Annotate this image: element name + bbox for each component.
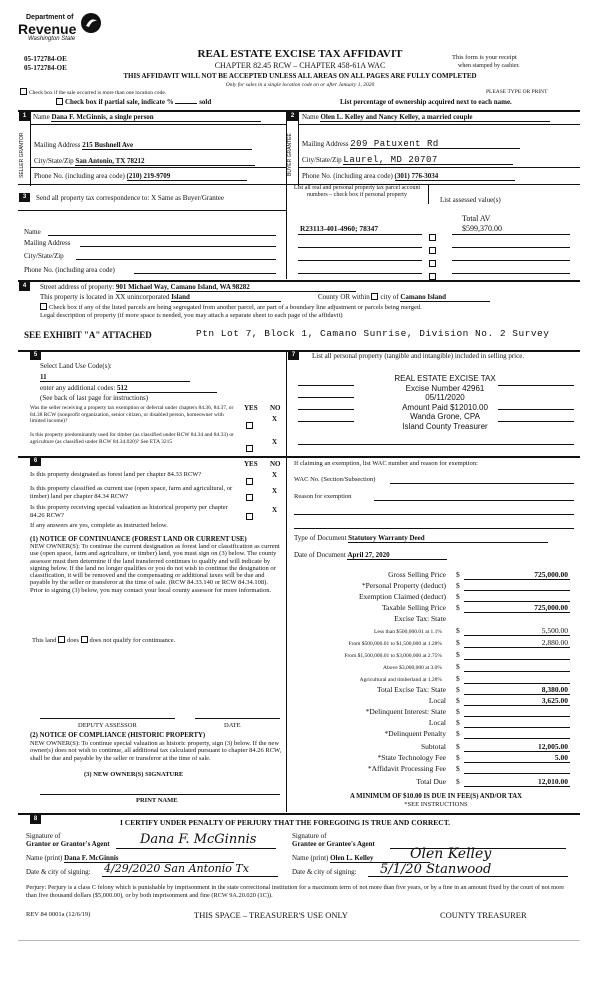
city-of-label: city of	[380, 293, 399, 301]
city-row	[318, 293, 490, 302]
seller-address-field[interactable]: 215 Bushnell Ave	[82, 141, 252, 150]
r2-dollar-2: $	[456, 696, 460, 705]
total-av-label: Total AV	[462, 214, 491, 223]
buyer-name-field[interactable]: Olen L. Kelley and Nancy Kelley, a married couple	[320, 113, 550, 122]
dollar-2: $	[456, 581, 460, 590]
dor-swirl-icon	[80, 12, 102, 34]
grantee-sig-label-1: Signature of	[292, 832, 327, 840]
correspondence-text: Send all property tax correspondence to: X Same as Buyer/Grantee	[36, 194, 224, 202]
total-due-label: Total Due	[416, 777, 446, 786]
doc-type-label: Type of Document	[294, 534, 347, 542]
seller-side-label: SELLER GRANTOR	[19, 132, 25, 178]
section-6-badge: 6	[30, 457, 41, 466]
stamp-line-2: Excise Number 42961	[405, 383, 485, 393]
certify-text: I CERTIFY UNDER PENALTY OF PERJURY THAT THE FOREGOING IS TRUE AND CORRECT.	[120, 818, 451, 827]
additional-codes-label: enter any additional codes:	[40, 384, 116, 392]
personal-property-text: List all personal property (tangible and intangible) included in selling price.	[312, 352, 525, 360]
notice2-title: (2) NOTICE OF COMPLIANCE (HISTORIC PROPERTY)	[30, 732, 206, 739]
buyer-city-label: City/State/Zip	[302, 156, 342, 164]
sold-label: sold	[199, 98, 212, 106]
does-checkbox[interactable]	[58, 636, 65, 643]
doc-type-row	[294, 534, 548, 543]
buyer-phone-row	[302, 172, 515, 181]
county-treasurer: COUNTY TREASURER	[440, 910, 527, 920]
receipt-note-2: when stamped by cashier.	[458, 63, 520, 69]
bracket-dollar-4: $	[456, 662, 460, 671]
street-field[interactable]: 901 Michael Way, Camano Island, WA 98282	[116, 283, 356, 292]
bracket-dollar-5: $	[456, 674, 460, 683]
bracket-label-2: From $500,000.01 to $1,500,000 at 1.28%	[348, 641, 442, 647]
total-excise-label: Total Excise Tax: State	[376, 685, 446, 694]
buyer-phone-field[interactable]: (301) 776-3034	[395, 172, 515, 181]
tech-fee-value[interactable]: 5.00	[554, 753, 568, 762]
grantor-sig-label-1: Signature of	[26, 832, 61, 840]
form-title: REAL ESTATE EXCISE TAX AFFIDAVIT	[197, 48, 403, 60]
section-7-badge: 7	[288, 351, 299, 360]
dollar-4: $	[456, 603, 460, 612]
land-use-q1: Was the seller receiving a property tax exemption or deferral under chapters 84.36, 84.37, or 84.38 RCW (nonprofit organization, senior citizen, or disabled person, homeowner with limited income)?	[30, 405, 234, 424]
legal-desc-label: Legal description of property (if more space is needed, you may attach a separate sheet to each page of the affidavit)	[40, 312, 343, 319]
only-for-note: Only for sales in a single location code on or after January 1, 2020	[225, 82, 375, 88]
bracket-dollar-2: $	[456, 638, 460, 647]
if-yes-note: If any answers are yes, complete as instructed below.	[30, 522, 168, 529]
does-not-checkbox[interactable]	[81, 636, 88, 643]
buyer-side-label: BUYER GRANTEE	[287, 133, 293, 177]
grantee-name-label: Name (print)	[292, 854, 329, 862]
multi-location-check[interactable]	[20, 88, 166, 97]
segregation-checkbox[interactable]	[40, 303, 47, 310]
bracket-label-4: Above $3,000,000 at 3.0%	[383, 665, 442, 671]
seller-address-label: Mailing Address	[34, 141, 81, 149]
delinq-local-label: Local	[428, 718, 446, 727]
land-use-label: Select Land Use Code(s):	[40, 362, 112, 370]
seller-city-row	[34, 157, 255, 166]
tech-fee-label: *State Technology Fee	[377, 753, 446, 762]
seller-city-field[interactable]: San Antonio, TX 78212	[75, 157, 255, 166]
perjury-statement: Perjury: Perjury is a class C felony which is punishable by imprisonment in the state correctional institution for a maximum term of not more than five years, or by a fine in an amount fixed by the court of not more than five thousand dollars ($5,000.00), or by both imprisonment and fine (RCW 9A.20.020 (1C)).	[26, 884, 565, 899]
date-label: DATE	[224, 722, 241, 729]
buyer-city-row	[302, 156, 513, 165]
delinq-interest-label: *Delinquent Interest: State	[365, 707, 446, 716]
within-city-checkbox[interactable]	[371, 293, 378, 300]
buyer-name-label: Name	[302, 113, 319, 121]
grantor-signature[interactable]: Dana F. McGinnis	[140, 832, 257, 847]
r2-dollar-7: $	[456, 753, 460, 762]
reason-label: Reason for exemption	[294, 493, 352, 500]
treasurer-stamp	[350, 374, 540, 431]
s6-q3-yes-checkbox[interactable]	[246, 506, 255, 524]
r2-dollar-3: $	[456, 707, 460, 716]
section6-q1: Is this property designated as forest land per chapter 84.33 RCW?	[30, 471, 202, 478]
tax-value-gross[interactable]: 725,000.00	[534, 570, 568, 579]
total-excise-value[interactable]: 8,380.00	[541, 685, 568, 694]
grantor-date-field[interactable]: 4/29/2020 San Antonio Tx	[104, 862, 249, 875]
print-name-label: PRINT NAME	[136, 797, 178, 804]
section-2-badge: 2	[287, 112, 298, 121]
buyer-address-label: Mailing Address	[302, 140, 349, 148]
additional-codes-row	[40, 384, 217, 393]
continuance-row	[32, 636, 175, 645]
notice2-body: NEW OWNER(S): To continue special valuation as historic property, sign (3) below. If the new owner(s) does not wish to continue, all additional tax calculated pursuant to chapter 84.26 RCW, shall be due and payable by the seller or transferor at the time of sale.	[30, 740, 282, 762]
grantor-date-row	[26, 868, 91, 876]
section-8-badge: 8	[30, 815, 41, 824]
stamp-line-4: Amount Paid $12010.00	[402, 402, 488, 412]
grantor-name-label: Name (print)	[26, 854, 63, 862]
grantee-date-label: Date & city of signing:	[292, 868, 357, 876]
bracket-value-2[interactable]: 2,880.00	[541, 638, 568, 647]
s6-q2-yes-checkbox[interactable]	[246, 487, 255, 505]
tax-label-gross: Gross Selling Price	[388, 570, 446, 579]
county-or-label: County OR within	[318, 293, 370, 301]
form-subtitle: CHAPTER 82.45 RCW – CHAPTER 458-61A WAC	[214, 61, 386, 70]
this-land-label: This land	[32, 637, 57, 644]
doc-date-row	[294, 551, 447, 560]
located-row	[40, 293, 281, 302]
tax-label-taxable: Taxable Selling Price	[381, 603, 446, 612]
subtotal-value[interactable]: 12,005.00	[538, 742, 568, 751]
grantee-date-row	[292, 868, 357, 876]
bracket-label-3: From $1,500,000.01 to $3,000,000 at 2.75%	[344, 653, 442, 659]
yes-header-6: YES	[244, 460, 258, 468]
multi-location-label: Check box if the sale occurred is more than one location code.	[29, 90, 167, 96]
section-4-badge: 4	[19, 282, 30, 291]
no-header-5: NO	[270, 404, 281, 412]
partial-sale-check[interactable]	[56, 98, 211, 106]
correspondence-address-label: Mailing Address	[24, 239, 71, 247]
q2-no-mark[interactable]: X	[272, 438, 278, 446]
see-back-note: (See back of last page for instructions)	[40, 394, 149, 402]
street-label: Street address of property:	[40, 283, 115, 291]
local-value[interactable]: 3,625.00	[541, 696, 568, 705]
grantor-name-field[interactable]: Dana F. McGinnis	[64, 854, 234, 863]
logo-line3: Washington State	[28, 36, 76, 42]
ownership-note: List percentage of ownership acquired next to each name.	[340, 98, 512, 106]
rev-number: REV 84 0001a (12/6/19)	[26, 911, 91, 918]
grantor-sig-label-2: Grantor or Grantor's Agent	[26, 840, 110, 848]
dollar-3: $	[456, 592, 460, 601]
subtotal-label: Subtotal	[420, 742, 446, 751]
doc-type-field[interactable]: Statutory Warranty Deed	[348, 534, 548, 543]
s6-q1-no-mark[interactable]: X	[272, 471, 278, 479]
r2-dollar-9: $	[456, 777, 460, 786]
deputy-assessor-label: DEPUTY ASSESSOR	[78, 722, 137, 729]
parcel-list-header: List all real and personal property tax parcel account numbers – check box if personal property	[293, 185, 421, 198]
exhibit-text: SEE EXHIBIT "A" ATTACHED	[24, 330, 152, 340]
grantee-date-field[interactable]: 5/1/20 Stanwood	[380, 862, 492, 877]
tax-value-taxable[interactable]: 725,000.00	[534, 603, 568, 612]
see-instructions: *SEE INSTRUCTIONS	[404, 801, 468, 808]
delinq-penalty-label: *Delinquent Penalty	[384, 729, 446, 738]
stamp-line-1: REAL ESTATE EXCISE TAX	[394, 374, 496, 383]
q1-no-mark[interactable]: X	[272, 415, 278, 423]
city-field[interactable]: Camano Island	[400, 293, 490, 302]
total-due-value[interactable]: 12,010.00	[538, 777, 568, 786]
receipt-note-1: This form is your receipt	[452, 54, 517, 61]
multi-location-checkbox[interactable]	[20, 88, 27, 95]
located-label: This property is located in XX unincorporated	[40, 293, 170, 301]
partial-sale-checkbox[interactable]	[56, 98, 63, 105]
doc-date-label: Date of Document	[294, 551, 346, 559]
section-5-badge: 5	[30, 351, 41, 360]
parcel-number[interactable]: R23113-401-4960; 78347	[300, 224, 379, 233]
r2-dollar-4: $	[456, 718, 460, 727]
additional-codes-field[interactable]: 512	[117, 384, 217, 393]
yes-header-5: YES	[244, 404, 258, 412]
minimum-note: A MINIMUM OF $10.00 IS DUE IN FEE(S) AND/OR TAX	[349, 793, 523, 800]
s6-q2-no-mark[interactable]: X	[272, 487, 278, 495]
stamp-line-5: Wanda Grone, CPA	[410, 412, 480, 421]
exemption-label: If claiming an exemption, list WAC number and reason for exemption:	[294, 460, 478, 467]
stamp-line-6: Island County Treasurer	[402, 421, 488, 431]
stamp-line-3: 05/11/2020	[425, 393, 465, 402]
grantor-date-label: Date & city of signing:	[26, 868, 91, 876]
new-owner-signature-label: (3) NEW OWNER(S) SIGNATURE	[84, 771, 184, 778]
seller-phone-row	[34, 172, 247, 181]
s6-q3-no-mark[interactable]: X	[272, 506, 278, 514]
seller-city-label: City/State/Zip	[34, 157, 74, 165]
assessed-header: List assessed value(s)	[440, 196, 501, 204]
section6-q3: Is this property receiving special valuation as historical property per chapter 84.26 RCW?	[30, 504, 228, 519]
buyer-name-row	[302, 113, 550, 122]
correspondence-phone-label: Phone No. (including area code)	[24, 266, 115, 274]
section6-q2: Is this property classified as current use (open space, farm and agricultural, or timber) land per chapter 84.34 RCW?	[30, 485, 233, 500]
tax-label-excise-state: Excise Tax: State	[394, 614, 446, 623]
county-field[interactable]: Island	[171, 293, 281, 302]
bracket-dollar-1: $	[456, 626, 460, 635]
section-1-badge: 1	[19, 112, 30, 121]
partial-percent-field[interactable]	[175, 103, 197, 104]
tax-label-personal: *Personal Property (deduct)	[361, 581, 446, 590]
does-label: does	[67, 637, 79, 644]
correspondence-name-label: Name	[24, 228, 41, 236]
form-code-1: 05-172784-OE	[24, 55, 67, 63]
wac-label: WAC No. (Section/Subsection)	[294, 476, 376, 483]
bracket-dollar-3: $	[456, 650, 460, 659]
grantee-sig-label-2: Grantee or Grantee's Agent	[292, 840, 375, 848]
r2-dollar-8: $	[456, 764, 460, 773]
grantee-signature[interactable]: Olen Kelley	[410, 846, 492, 862]
r2-dollar-1: $	[456, 685, 460, 694]
buyer-address-field[interactable]: 209 Patuxent Rd	[350, 140, 520, 149]
seller-name-label: Name	[33, 113, 50, 121]
bracket-label-1: Less than $500,000.01 at 1.1%	[374, 629, 442, 635]
dor-logo	[18, 12, 104, 48]
buyer-phone-label: Phone No. (including area code)	[302, 172, 393, 180]
segregation-label: Check box if any of the listed parcels are being segregated from another parcel, are part of a boundary line adjustment or parcels being merged.	[49, 304, 422, 311]
treasurer-space: THIS SPACE – TREASURER'S USE ONLY	[194, 910, 348, 920]
print-note: PLEASE TYPE OR PRINT	[486, 89, 548, 95]
bracket-label-5: Agricultural and timberland at 1.28%	[359, 677, 442, 683]
street-row	[40, 283, 356, 292]
parcel-segregation-row[interactable]	[40, 303, 422, 312]
doc-date-field[interactable]: April 27, 2020	[347, 551, 447, 560]
seller-phone-label: Phone No. (including area code)	[34, 172, 125, 180]
seller-phone-field[interactable]: (210) 219-9709	[127, 172, 247, 181]
section-3-badge: 3	[19, 193, 30, 202]
local-label: Local	[428, 696, 446, 705]
notice1-body: NEW OWNER(S): To continue the current designation as forest land or classification as current use (open space, farm and agriculture, or timber) land, you must sign on (3) below. The county assessor must then determine if the land transferred continues to qualify and will indicate by signing below. If the land no longer qualifies or you do not wish to continue the designation or classification, it will be removed and the compensating or additional taxes will be due and payable by the seller or transferor at the time of sale. (RCW 84.33.140 or RCW 84.34.108). Prior to signing (3) below, you may contact your local county assessor for more information.	[30, 543, 280, 594]
does-not-label: does not qualify for continuance.	[89, 637, 176, 644]
partial-sale-label: Check box if partial sale, indicate %	[65, 98, 174, 106]
assessed-value[interactable]: $599,370.00	[462, 224, 502, 233]
affidavit-fee-label: *Affidavit Processing Fee	[367, 764, 446, 773]
warning-line: THIS AFFIDAVIT WILL NOT BE ACCEPTED UNLESS ALL AREAS ON ALL PAGES ARE FULLY COMPLETED	[123, 72, 477, 80]
dollar-1: $	[456, 570, 460, 579]
r2-dollar-6: $	[456, 742, 460, 751]
land-use-code[interactable]: 11	[40, 373, 47, 381]
legal-description[interactable]: Ptn Lot 7, Block 1, Camano Sunrise, Division No. 2 Survey	[196, 328, 550, 339]
seller-name-row	[33, 113, 261, 122]
tax-label-exemption: Exemption Claimed (deduct)	[358, 592, 446, 601]
r2-dollar-5: $	[456, 729, 460, 738]
form-code-2: 05-172784-OE	[24, 64, 67, 72]
no-header-6: NO	[270, 460, 281, 468]
logo-line2: Revenue	[18, 21, 77, 37]
land-use-q2: Is this property predominantly used for timber (as classified under RCW 84.34 and 84.33) or agriculture (as classified under RCW 84.34.020)? See ETA 3215	[30, 432, 234, 445]
correspondence-city-label: City/State/Zip	[24, 252, 64, 260]
q1-yes-checkbox[interactable]	[246, 415, 255, 433]
notice1-title: (1) NOTICE OF CONTINUANCE (FOREST LAND OR CURRENT USE)	[30, 536, 247, 543]
bracket-value-1[interactable]: 5,500.00	[541, 626, 568, 635]
logo-line1: Department of	[26, 14, 74, 21]
grantee-name-field[interactable]: Olen L. Kelley	[330, 854, 430, 863]
buyer-city-field[interactable]: Laurel, MD 20707	[343, 156, 513, 165]
seller-name-field[interactable]: Dana F. McGinnis, a single person	[51, 113, 261, 122]
buyer-address-row	[302, 140, 520, 149]
q2-yes-checkbox[interactable]	[246, 438, 255, 456]
seller-address-row	[34, 141, 252, 150]
